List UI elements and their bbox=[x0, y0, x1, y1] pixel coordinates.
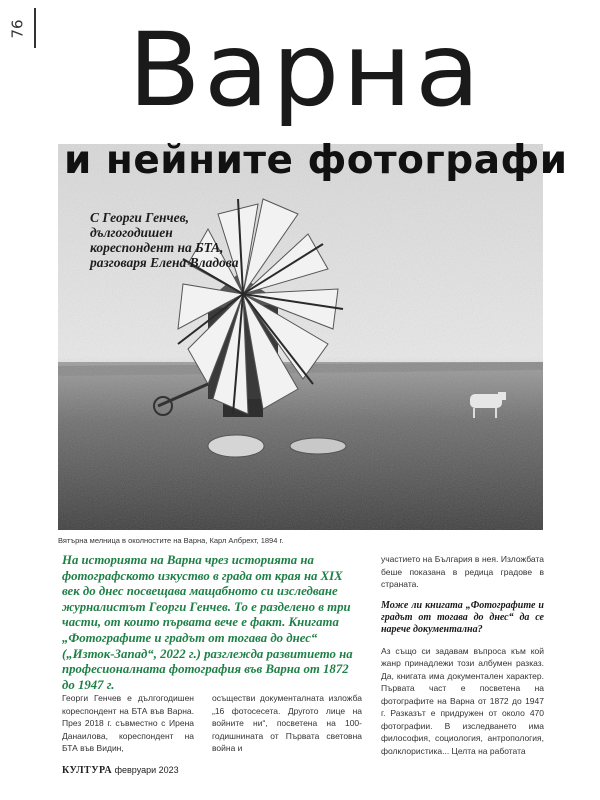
body-column-2: осъществи документалната изложба „16 фотосесета. Другото лице на войните ни“, посветена на 100-годишнината от Първата световна война и bbox=[212, 693, 362, 753]
photo-caption: Вятърна мелница в околностите на Варна, Карл Албрехт, 1894 г. bbox=[58, 536, 284, 545]
column-3-intro: участието на България в нея. Изложбата беше показана в редица градове в страната. bbox=[381, 554, 544, 589]
lead-paragraph: На историята на Варна чрез историята на фотографското изкуство в града от края на XIX век до днес посвещава мащабното си изследване журналистът Георги Генчев. То е разделено в три части, от които първата вече е факт. Книгата „Фотографите и градът от тогава до днес“ („Изток-Запад“, 2022 г.) разглежда развитието на професионалната фотография във Варна от 1872 до 1947 г. bbox=[62, 553, 353, 692]
article-subtitle: и нейните фотографи bbox=[64, 138, 568, 183]
page-number-rule bbox=[34, 8, 36, 48]
interview-answer: Аз също си задавам въпроса към кой жанр принадлежи този албумен разказ. Да, книгата има документален характер. Първата част е посветена на фотографите на Варна от 1872 до 1947 г. Разказът е придружен от около 470 фотографии. В изследването има философия, социология, антропология, фолклористика... Целта на работата bbox=[381, 645, 544, 756]
interview-question: Може ли книгата „Фотографите и градът от тогава до днес“ да се нарече документална? bbox=[381, 599, 544, 635]
issue-date: февруари 2023 bbox=[114, 765, 179, 775]
body-column-3 bbox=[381, 553, 544, 757]
page-footer bbox=[62, 765, 179, 776]
article-title: Варна bbox=[128, 11, 484, 130]
windmill-photo bbox=[58, 144, 543, 530]
page-number-text: 76 bbox=[8, 19, 27, 39]
page-number bbox=[8, 8, 28, 48]
interview-credit: С Георги Генчев, дългогодишен кореспондент на БТА, разговаря Елена Владова bbox=[90, 210, 239, 270]
body-column-1: Георги Генчев е дългогодишен кореспондент на БТА във Варна. През 2018 г. съвместно с Ирена Данаилова, кореспондент на БТА във Видин, bbox=[62, 693, 194, 753]
magazine-brand: КУЛТУРА bbox=[62, 765, 113, 776]
